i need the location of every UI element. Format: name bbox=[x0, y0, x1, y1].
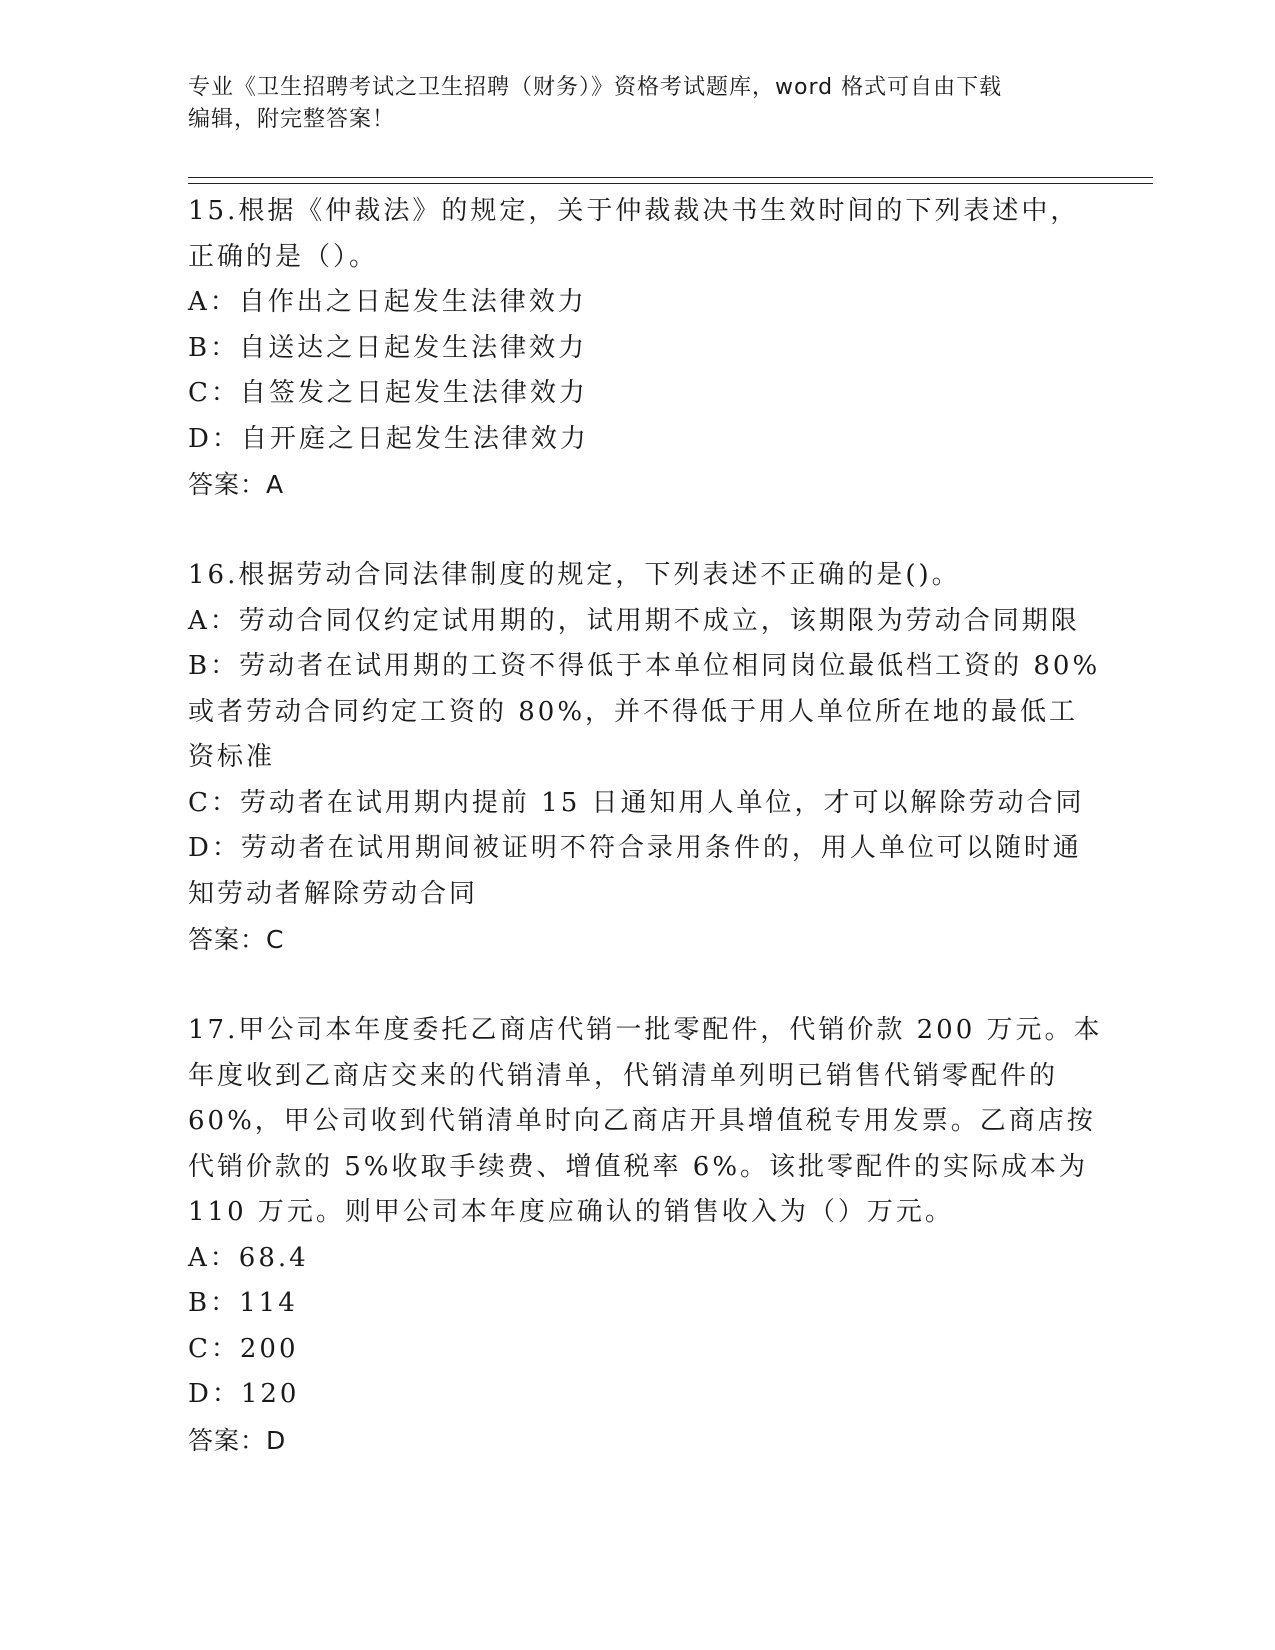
question-block bbox=[188, 189, 1088, 508]
option-c: C：200 bbox=[188, 1333, 299, 1364]
document-header bbox=[188, 72, 1068, 136]
header-divider-top bbox=[188, 177, 1153, 178]
option-d-continued: 知劳动者解除劳动合同 bbox=[188, 878, 479, 909]
question-stem-line: 17.甲公司本年度委托乙商店代销一批零配件，代销价款 200 万元。本 bbox=[188, 1015, 1103, 1045]
question-stem-line: 代销价款的 5%收取手续费、增值税率 6%。该批零配件的实际成本为 bbox=[188, 1151, 1089, 1182]
option-c: C：自签发之日起发生法律效力 bbox=[188, 378, 588, 408]
option-a: A：自作出之日起发生法律效力 bbox=[188, 287, 587, 317]
option-d: D：自开庭之日起发生法律效力 bbox=[188, 423, 589, 454]
header-line-1: 专业《卫生招聘考试之卫生招聘（财务）》资格考试题库，word 格式可自由下载 bbox=[188, 75, 1003, 100]
question-spacer bbox=[188, 508, 1088, 554]
option-b-continued: 或者劳动合同约定工资的 80%，并不得低于用人单位所在地的最低工 bbox=[188, 696, 1079, 727]
option-d: D：120 bbox=[188, 1379, 300, 1409]
question-stem-line: 正确的是（）。 bbox=[188, 241, 379, 272]
question-block bbox=[188, 553, 1101, 963]
question-stem-line: 15.根据《仲裁法》的规定，关于仲裁裁决书生效时间的下列表述中， bbox=[188, 196, 1080, 226]
header-line-2: 编辑，附完整答案！ bbox=[188, 107, 396, 132]
header-divider-bottom bbox=[188, 183, 1153, 184]
option-b-continued: 资标准 bbox=[188, 742, 276, 772]
option-b: B：自送达之日起发生法律效力 bbox=[188, 332, 588, 363]
question-list bbox=[188, 189, 1103, 1463]
option-d: D：劳动者在试用期间被证明不符合录用条件的，用人单位可以随时通 bbox=[188, 833, 1082, 863]
question-stem-line: 60%，甲公司收到代销清单时向乙商店开具增值税专用发票。乙商店按 bbox=[188, 1106, 1096, 1136]
question-stem-line: 110 万元。则甲公司本年度应确认的销售收入为（）万元。 bbox=[188, 1197, 954, 1227]
option-c: C：劳动者在试用期内提前 15 日通知用人单位，才可以解除劳动合同 bbox=[188, 787, 1085, 818]
option-a: A：劳动合同仅约定试用期的，试用期不成立，该期限为劳动合同期限 bbox=[188, 605, 1080, 636]
option-b: B：114 bbox=[188, 1288, 298, 1318]
option-b: B：劳动者在试用期的工资不得低于本单位相同岗位最低档工资的 80% bbox=[188, 651, 1101, 681]
question-stem-line: 年度收到乙商店交来的代销清单，代销清单列明已销售代销零配件的 bbox=[188, 1060, 1059, 1091]
answer-label: 答案：A bbox=[188, 470, 285, 499]
question-stem-line: 16.根据劳动合同法律制度的规定，下列表述不正确的是()。 bbox=[188, 560, 961, 590]
answer-label: 答案：D bbox=[188, 1425, 287, 1455]
question-block bbox=[188, 1008, 1103, 1463]
question-spacer bbox=[188, 963, 1088, 1009]
option-a: A：68.4 bbox=[188, 1242, 309, 1273]
answer-label: 答案：C bbox=[188, 925, 285, 954]
